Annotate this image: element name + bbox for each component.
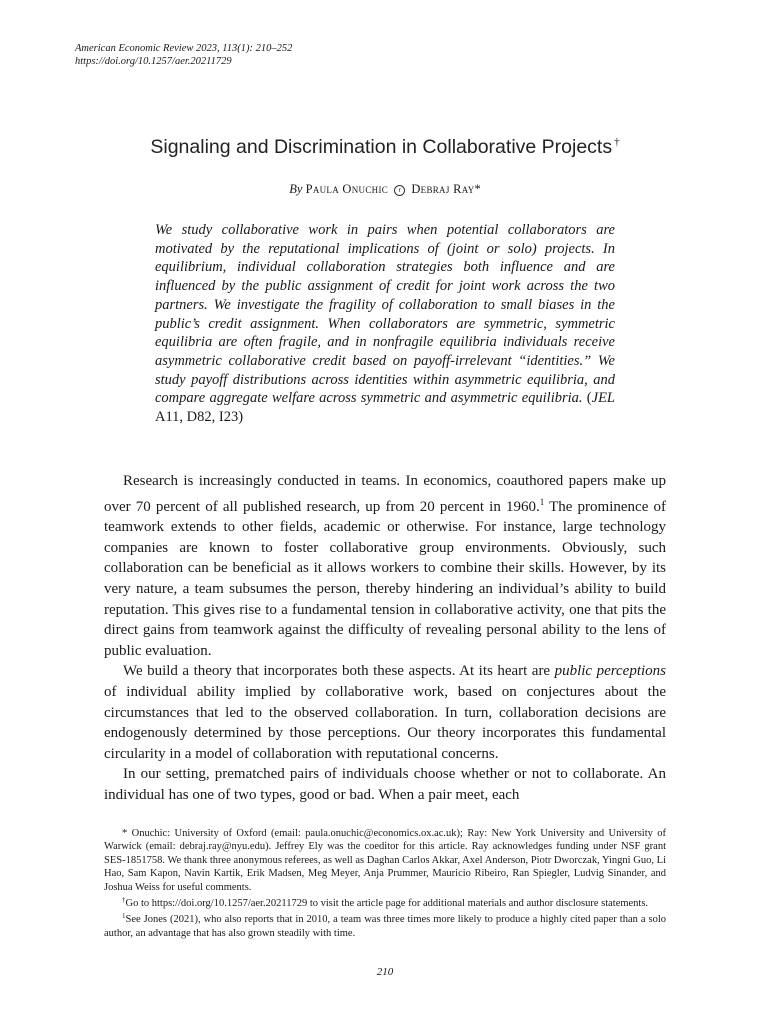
abstract-text: We study collaborative work in pairs when potential collaborators are motivated by the reputational implications of (joint or solo) projects. In equilibrium, individual collaboration strategies both influence and are influenced by the public assignment of credit for joint work across the two partners. We investigate the fragility of collaboration to small biases in the public’s credit assignment. When collaborators are symmetric, symmetric equilibria are often fragile, and in nonfragile equilibria individuals receive asymmetric collaborative credit based on payoff-irrelevant “identities.” We study payoff distributions across identities within asymmetric equilibria, and compare aggregate welfare across symmetric and asymmetric equilibria. bbox=[155, 222, 615, 407]
paper-title bbox=[0, 136, 770, 159]
r-in-circle-icon: r bbox=[394, 185, 405, 196]
doi-link[interactable]: https://doi.org/10.1257/aer.20211729 bbox=[75, 56, 232, 67]
jel-codes: (JEL A11, D82, I23) bbox=[155, 390, 615, 426]
footnote-1: $^1$See Jones (2021), who also reports that in 2010, a team was three times more likely to produce a highly cited paper than a solo author, an advantage that has also grown steadily with time. bbox=[104, 912, 666, 939]
footnote-article-page: †Go to https://doi.org/10.1257/aer.20211729 to visit the article page for additional materials and author disclosure statements. bbox=[122, 896, 649, 910]
journal-header bbox=[75, 42, 292, 68]
main-body bbox=[104, 471, 666, 806]
body-paragraph: In our setting, prematched pairs of individuals choose whether or not to collaborate. An individual has one of two types, good or bad. When a pair meet, each bbox=[104, 766, 666, 803]
abstract bbox=[155, 221, 615, 427]
journal-citation: American Economic Review 2023, 113(1): 210–252 bbox=[75, 43, 293, 54]
footnote-author-affiliations: * Onuchic: University of Oxford (email: paula.onuchic@economics.ox.ac.uk); Ray: New York University and University of Warwick (email: debraj.ray@nyu.edu). Jeffrey Ely was the coeditor for this article. Ray acknowledges funding under NSF grant SES-1851758. We thank three anonymous referees, as well as Daghan Carlos Akkar, Axel Anderson, Piotr Dworczak, Yingni Guo, Li Hao, Sam Kapon, Navin Kartik, Erik Madsen, Meg Meyer, Anja Prummer, Mauricio Ribeiro, Ran Spiegler, Ludvig Sinander, and Joshua Weiss for useful comments. bbox=[104, 828, 666, 893]
author-ray: Debraj Ray bbox=[411, 182, 475, 196]
author-onuchic: Paula Onuchic bbox=[305, 182, 389, 196]
paper-title-text: Signaling and Discrimination in Collaborative Projects bbox=[150, 136, 613, 158]
footnotes bbox=[104, 827, 666, 940]
page-number: 210 bbox=[376, 966, 394, 978]
jel-label: JEL bbox=[591, 390, 615, 407]
body-paragraph: Research is increasingly conducted in teams. In economics, coauthored papers make up over 70 percent of all published research, up from 20 percent in 1960.$^1$ The prominence of teamwork extends to other fields, academic or otherwise. For instance, large technology companies are known to foster collaborative group environments. Obviously, such collaboration can be beneficial as it allows workers to combine their skills. However, by its very nature, a team subsumes the person, thereby hindering an individual’s ability to build reputation. This gives rise to a fundamental tension in collaborative activity, one that pits the direct gains from teamwork against the difficulty of revealing personal ability to the lens of public evaluation. bbox=[104, 473, 666, 659]
byline-by: By bbox=[289, 182, 303, 196]
footnote-ref-1[interactable]: 1 bbox=[539, 496, 545, 507]
author-byline bbox=[0, 182, 770, 197]
body-paragraph: We build a theory that incorporates both these aspects. At its heart are public perceptions of individual ability implied by collaborative work, based on conjectures about the circumstances that led to the observed collaboration. In turn, collaboration decisions are endogenously determined by those perceptions. Our theory incorporates this fundamental circularity in a model of collaboration with reputational concerns. bbox=[104, 663, 667, 762]
emphasis-public-perceptions: public perceptions bbox=[554, 663, 667, 680]
author-footnote-mark[interactable]: * bbox=[474, 182, 481, 196]
title-dagger-footnote-mark[interactable]: † bbox=[614, 136, 620, 148]
